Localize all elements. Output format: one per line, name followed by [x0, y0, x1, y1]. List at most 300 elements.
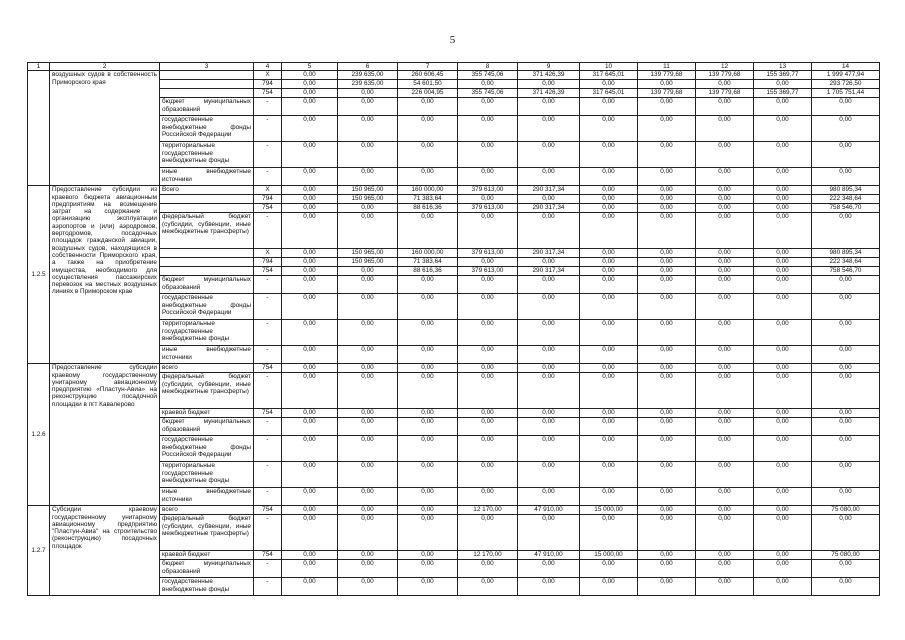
value-cell: 0,00	[338, 320, 398, 346]
value-cell: 0,00	[812, 560, 880, 578]
value-cell: 1 999 477,94	[812, 71, 880, 80]
value-cell: 0,00	[338, 515, 398, 551]
value-cell: 0,00	[696, 142, 754, 168]
value-cell: 379 613,00	[458, 249, 518, 258]
table-row	[28, 186, 880, 195]
budget-code: -	[254, 116, 282, 142]
value-cell: 0,00	[638, 294, 696, 320]
funding-source: всего	[160, 506, 254, 515]
header-cell-13: 13	[754, 63, 812, 71]
value-cell: 0,00	[580, 195, 638, 204]
value-cell: 0,00	[398, 320, 458, 346]
value-cell: 0,00	[338, 168, 398, 186]
value-cell: 0,00	[282, 578, 338, 596]
value-cell: 0,00	[458, 98, 518, 116]
value-cell: 0,00	[638, 258, 696, 267]
value-cell: 0,00	[398, 436, 458, 462]
header-cell-14: 14	[812, 63, 880, 71]
value-cell: 0,00	[282, 80, 338, 89]
value-cell: 0,00	[282, 551, 338, 560]
value-cell: 0,00	[338, 488, 398, 506]
funding-source	[160, 204, 254, 213]
value-cell: 290 317,34	[518, 249, 580, 258]
value-cell: 0,00	[754, 418, 812, 436]
value-cell: 0,00	[338, 294, 398, 320]
value-cell: 371 426,39	[518, 89, 580, 98]
value-cell: 0,00	[338, 551, 398, 560]
value-cell: 0,00	[338, 89, 398, 98]
value-cell: 0,00	[696, 515, 754, 551]
value-cell: 0,00	[638, 462, 696, 488]
value-cell: 160 000,00	[398, 186, 458, 195]
budget-code: X	[254, 249, 282, 258]
value-cell: 0,00	[754, 195, 812, 204]
funding-source: бюджет муниципальных образований	[160, 276, 254, 294]
value-cell: 0,00	[754, 578, 812, 596]
value-cell: 12 170,00	[458, 551, 518, 560]
value-cell: 0,00	[282, 267, 338, 276]
value-cell: 0,00	[638, 249, 696, 258]
budget-code: -	[254, 213, 282, 249]
value-cell: 0,00	[696, 276, 754, 294]
header-cell-5: 5	[282, 63, 338, 71]
value-cell: 0,00	[580, 213, 638, 249]
funding-source: бюджет муниципальных образований	[160, 560, 254, 578]
header-cell-9: 9	[518, 63, 580, 71]
value-cell: 0,00	[580, 258, 638, 267]
value-cell: 0,00	[398, 515, 458, 551]
funding-source: федеральный бюджет (субсидии, субвенции, иные межбюджетные трансферты)	[160, 213, 254, 249]
header-cell-6: 6	[338, 63, 398, 71]
funding-source: территориальные государственные внебюджетные фонды	[160, 462, 254, 488]
value-cell: 0,00	[282, 364, 338, 373]
value-cell: 54 601,50	[398, 80, 458, 89]
value-cell: 0,00	[754, 168, 812, 186]
value-cell: 0,00	[580, 578, 638, 596]
value-cell: 758 546,70	[812, 204, 880, 213]
budget-code: -	[254, 276, 282, 294]
value-cell: 0,00	[580, 98, 638, 116]
budget-code: -	[254, 98, 282, 116]
value-cell: 0,00	[638, 195, 696, 204]
value-cell: 0,00	[338, 116, 398, 142]
value-cell: 71 383,64	[398, 258, 458, 267]
value-cell: 0,00	[638, 515, 696, 551]
value-cell: 290 317,34	[518, 267, 580, 276]
funding-source: государственные внебюджетные фонды Российской Федерации	[160, 116, 254, 142]
value-cell: 0,00	[754, 213, 812, 249]
value-cell: 88 616,36	[398, 267, 458, 276]
value-cell: 0,00	[638, 578, 696, 596]
value-cell: 0,00	[518, 195, 580, 204]
value-cell: 0,00	[398, 488, 458, 506]
value-cell: 0,00	[458, 320, 518, 346]
item-number: 1.2.6	[28, 364, 50, 506]
funding-source	[160, 258, 254, 267]
value-cell: 0,00	[696, 98, 754, 116]
value-cell: 0,00	[338, 462, 398, 488]
budget-code: 754	[254, 506, 282, 515]
value-cell: 0,00	[398, 506, 458, 515]
value-cell: 0,00	[398, 409, 458, 418]
value-cell: 0,00	[580, 320, 638, 346]
value-cell: 290 317,34	[518, 186, 580, 195]
value-cell: 379 613,00	[458, 204, 518, 213]
value-cell: 0,00	[580, 515, 638, 551]
value-cell: 980 895,34	[812, 186, 880, 195]
value-cell: 139 779,68	[696, 71, 754, 80]
value-cell: 239 635,00	[338, 80, 398, 89]
value-cell: 0,00	[518, 462, 580, 488]
value-cell: 0,00	[696, 364, 754, 373]
value-cell: 0,00	[754, 462, 812, 488]
value-cell: 0,00	[458, 578, 518, 596]
value-cell: 0,00	[458, 560, 518, 578]
value-cell: 0,00	[282, 116, 338, 142]
value-cell: 0,00	[338, 267, 398, 276]
value-cell: 0,00	[638, 488, 696, 506]
value-cell: 0,00	[518, 213, 580, 249]
header-cell-10: 10	[580, 63, 638, 71]
value-cell: 0,00	[282, 71, 338, 80]
value-cell: 0,00	[696, 213, 754, 249]
value-cell: 0,00	[338, 98, 398, 116]
value-cell: 980 895,34	[812, 249, 880, 258]
activity-description: Предоставление субсидии краевому государственному унитарному авиационному предприятию «Пластун-Авиа» на реконструкцию посадочной площадки в пгт Кавалерово	[50, 364, 160, 506]
value-cell: 0,00	[518, 346, 580, 364]
value-cell: 0,00	[638, 506, 696, 515]
value-cell: 0,00	[458, 462, 518, 488]
value-cell: 0,00	[754, 276, 812, 294]
value-cell: 379 613,00	[458, 186, 518, 195]
value-cell: 0,00	[398, 560, 458, 578]
value-cell: 0,00	[812, 578, 880, 596]
value-cell: 0,00	[812, 294, 880, 320]
header-row	[28, 63, 880, 71]
value-cell: 0,00	[812, 346, 880, 364]
financing-table	[27, 62, 880, 596]
table-row	[28, 364, 880, 373]
budget-code: -	[254, 560, 282, 578]
value-cell: 0,00	[696, 80, 754, 89]
value-cell: 0,00	[754, 506, 812, 515]
value-cell: 0,00	[338, 506, 398, 515]
value-cell: 0,00	[282, 204, 338, 213]
funding-source: государственные внебюджетные фонды	[160, 578, 254, 596]
value-cell: 0,00	[638, 168, 696, 186]
value-cell: 0,00	[580, 142, 638, 168]
value-cell: 0,00	[282, 258, 338, 267]
value-cell: 0,00	[580, 560, 638, 578]
value-cell: 0,00	[518, 258, 580, 267]
funding-source	[160, 71, 254, 80]
value-cell: 222 348,64	[812, 258, 880, 267]
budget-code: -	[254, 168, 282, 186]
value-cell: 0,00	[398, 168, 458, 186]
value-cell: 293 726,50	[812, 80, 880, 89]
value-cell: 88 616,36	[398, 204, 458, 213]
value-cell: 0,00	[338, 409, 398, 418]
value-cell: 0,00	[638, 142, 696, 168]
value-cell: 222 348,64	[812, 195, 880, 204]
value-cell: 1 705 751,44	[812, 89, 880, 98]
value-cell: 0,00	[638, 116, 696, 142]
value-cell: 139 779,68	[638, 89, 696, 98]
header-cell-4: 4	[254, 63, 282, 71]
value-cell: 71 383,64	[398, 195, 458, 204]
value-cell: 0,00	[812, 213, 880, 249]
value-cell: 0,00	[754, 488, 812, 506]
value-cell: 0,00	[696, 436, 754, 462]
value-cell: 0,00	[696, 168, 754, 186]
value-cell: 0,00	[696, 258, 754, 267]
budget-code: 754	[254, 89, 282, 98]
value-cell: 0,00	[458, 488, 518, 506]
value-cell: 0,00	[458, 294, 518, 320]
value-cell: 0,00	[638, 320, 696, 346]
value-cell: 0,00	[458, 116, 518, 142]
value-cell: 0,00	[518, 488, 580, 506]
value-cell: 0,00	[458, 436, 518, 462]
funding-source: федеральный бюджет (субсидии, субвенции, иные межбюджетные трансферты)	[160, 373, 254, 409]
value-cell: 75 080,00	[812, 506, 880, 515]
value-cell: 0,00	[338, 373, 398, 409]
funding-source	[160, 80, 254, 89]
value-cell: 155 369,77	[754, 71, 812, 80]
budget-code: -	[254, 346, 282, 364]
budget-code: 754	[254, 204, 282, 213]
budget-code: -	[254, 436, 282, 462]
value-cell: 0,00	[338, 346, 398, 364]
value-cell: 0,00	[580, 267, 638, 276]
value-cell: 0,00	[638, 186, 696, 195]
funding-source: федеральный бюджет (субсидии, субвенции, иные межбюджетные трансферты)	[160, 515, 254, 551]
value-cell: 0,00	[458, 373, 518, 409]
value-cell: 0,00	[754, 98, 812, 116]
value-cell: 0,00	[458, 195, 518, 204]
value-cell: 0,00	[696, 204, 754, 213]
value-cell: 0,00	[754, 142, 812, 168]
value-cell: 0,00	[282, 195, 338, 204]
value-cell: 0,00	[580, 409, 638, 418]
header-cell-12: 12	[696, 63, 754, 71]
value-cell: 0,00	[458, 409, 518, 418]
value-cell: 371 426,39	[518, 71, 580, 80]
value-cell: 0,00	[338, 560, 398, 578]
funding-source: иные внебюджетные источники	[160, 346, 254, 364]
table-row	[28, 506, 880, 515]
value-cell: 0,00	[458, 168, 518, 186]
funding-source: всего	[160, 364, 254, 373]
value-cell: 0,00	[518, 409, 580, 418]
value-cell: 0,00	[282, 249, 338, 258]
value-cell: 0,00	[282, 409, 338, 418]
value-cell: 0,00	[398, 364, 458, 373]
value-cell: 0,00	[398, 276, 458, 294]
item-number	[28, 71, 50, 186]
value-cell: 0,00	[398, 373, 458, 409]
budget-code: 794	[254, 258, 282, 267]
value-cell: 0,00	[696, 373, 754, 409]
value-cell: 0,00	[458, 258, 518, 267]
value-cell: 0,00	[518, 364, 580, 373]
value-cell: 0,00	[754, 346, 812, 364]
header-cell-3: 3	[160, 63, 254, 71]
value-cell: 0,00	[754, 560, 812, 578]
value-cell: 758 546,70	[812, 267, 880, 276]
value-cell: 0,00	[282, 320, 338, 346]
value-cell: 0,00	[398, 98, 458, 116]
table-row	[28, 71, 880, 80]
value-cell: 0,00	[696, 195, 754, 204]
value-cell: 239 635,00	[338, 71, 398, 80]
value-cell: 226 004,95	[398, 89, 458, 98]
value-cell: 0,00	[580, 364, 638, 373]
value-cell: 0,00	[696, 249, 754, 258]
item-number: 1.2.7	[28, 506, 50, 596]
value-cell: 0,00	[518, 142, 580, 168]
budget-code: X	[254, 186, 282, 195]
value-cell: 0,00	[638, 213, 696, 249]
value-cell: 0,00	[638, 204, 696, 213]
funding-source: краевой бюджет	[160, 551, 254, 560]
value-cell: 0,00	[282, 89, 338, 98]
value-cell: 0,00	[812, 418, 880, 436]
value-cell: 0,00	[638, 80, 696, 89]
value-cell: 0,00	[812, 142, 880, 168]
value-cell: 0,00	[812, 168, 880, 186]
budget-code: -	[254, 418, 282, 436]
header-cell-8: 8	[458, 63, 518, 71]
value-cell: 0,00	[518, 276, 580, 294]
value-cell: 0,00	[812, 373, 880, 409]
value-cell: 0,00	[518, 436, 580, 462]
value-cell: 0,00	[338, 436, 398, 462]
budget-code: -	[254, 294, 282, 320]
value-cell: 0,00	[518, 418, 580, 436]
value-cell: 0,00	[518, 560, 580, 578]
value-cell: 0,00	[282, 373, 338, 409]
value-cell: 47 910,00	[518, 506, 580, 515]
funding-source: Всего	[160, 186, 254, 195]
value-cell: 0,00	[518, 80, 580, 89]
value-cell: 0,00	[282, 213, 338, 249]
value-cell: 0,00	[338, 142, 398, 168]
value-cell: 0,00	[398, 551, 458, 560]
funding-source: территориальные государственные внебюджетные фонды	[160, 320, 254, 346]
funding-source: территориальные государственные внебюджетные фонды	[160, 142, 254, 168]
value-cell: 0,00	[638, 364, 696, 373]
value-cell: 0,00	[696, 506, 754, 515]
value-cell: 0,00	[696, 267, 754, 276]
value-cell: 139 779,68	[638, 71, 696, 80]
value-cell: 0,00	[518, 98, 580, 116]
activity-description: Субсидии краевому государственному унитарному авиационному предприятию "Пластун-Авиа" на строительство (реконструкцию) посадочных площадок	[50, 506, 160, 596]
value-cell: 260 606,45	[398, 71, 458, 80]
value-cell: 0,00	[458, 80, 518, 89]
funding-source: бюджет муниципальных образований	[160, 98, 254, 116]
value-cell: 0,00	[518, 515, 580, 551]
budget-code: X	[254, 71, 282, 80]
value-cell: 0,00	[282, 560, 338, 578]
funding-source	[160, 195, 254, 204]
value-cell: 0,00	[580, 276, 638, 294]
budget-code: 754	[254, 409, 282, 418]
value-cell: 0,00	[282, 506, 338, 515]
value-cell: 0,00	[338, 213, 398, 249]
value-cell: 0,00	[812, 462, 880, 488]
value-cell: 0,00	[580, 462, 638, 488]
value-cell: 0,00	[458, 364, 518, 373]
value-cell: 0,00	[398, 578, 458, 596]
value-cell: 0,00	[282, 436, 338, 462]
value-cell: 0,00	[282, 462, 338, 488]
value-cell: 0,00	[580, 80, 638, 89]
value-cell: 0,00	[458, 515, 518, 551]
value-cell: 0,00	[754, 294, 812, 320]
value-cell: 0,00	[696, 462, 754, 488]
value-cell: 0,00	[580, 294, 638, 320]
activity-description: воздушных судов в собственность Приморского края	[50, 71, 160, 186]
value-cell: 0,00	[754, 186, 812, 195]
value-cell: 0,00	[812, 515, 880, 551]
value-cell: 0,00	[696, 320, 754, 346]
value-cell: 0,00	[458, 213, 518, 249]
value-cell: 0,00	[580, 346, 638, 364]
value-cell: 0,00	[338, 578, 398, 596]
value-cell: 0,00	[812, 409, 880, 418]
value-cell: 0,00	[638, 267, 696, 276]
value-cell: 0,00	[282, 346, 338, 364]
value-cell: 0,00	[398, 116, 458, 142]
value-cell: 0,00	[696, 186, 754, 195]
value-cell: 0,00	[754, 320, 812, 346]
funding-source	[160, 249, 254, 258]
value-cell: 0,00	[812, 364, 880, 373]
funding-source: бюджет муниципальных образований	[160, 418, 254, 436]
budget-code: -	[254, 578, 282, 596]
page-number: 5	[449, 34, 456, 46]
funding-source: иные внебюджетные источники	[160, 168, 254, 186]
budget-code: 754	[254, 267, 282, 276]
value-cell: 0,00	[282, 515, 338, 551]
value-cell: 0,00	[580, 373, 638, 409]
value-cell: 0,00	[338, 364, 398, 373]
value-cell: 0,00	[638, 551, 696, 560]
value-cell: 150 965,00	[338, 186, 398, 195]
value-cell: 0,00	[638, 560, 696, 578]
value-cell: 0,00	[638, 373, 696, 409]
value-cell: 0,00	[398, 462, 458, 488]
value-cell: 0,00	[812, 98, 880, 116]
value-cell: 0,00	[754, 409, 812, 418]
value-cell: 0,00	[338, 418, 398, 436]
value-cell: 0,00	[282, 142, 338, 168]
value-cell: 0,00	[638, 346, 696, 364]
value-cell: 0,00	[696, 116, 754, 142]
value-cell: 0,00	[580, 249, 638, 258]
value-cell: 0,00	[580, 186, 638, 195]
value-cell: 0,00	[282, 418, 338, 436]
value-cell: 0,00	[518, 168, 580, 186]
value-cell: 0,00	[580, 116, 638, 142]
value-cell: 0,00	[812, 488, 880, 506]
activity-description: Предоставление субсидии из краевого бюджета авиационным предприятиям на возмещение затрат на содержание и организацию эксплуатации аэропортов и (или) аэродромов, вертодромов, посадочных площадок гражданской авиации, воздушных судов, находящихся в собственности Приморского края, а также на приобретение имущества, необходимого для осуществления пассажирских перевозок на местных воздушных линиях в Приморском крае	[50, 186, 160, 364]
value-cell: 0,00	[580, 168, 638, 186]
value-cell: 0,00	[754, 551, 812, 560]
funding-source: краевой бюджет	[160, 409, 254, 418]
value-cell: 0,00	[638, 418, 696, 436]
